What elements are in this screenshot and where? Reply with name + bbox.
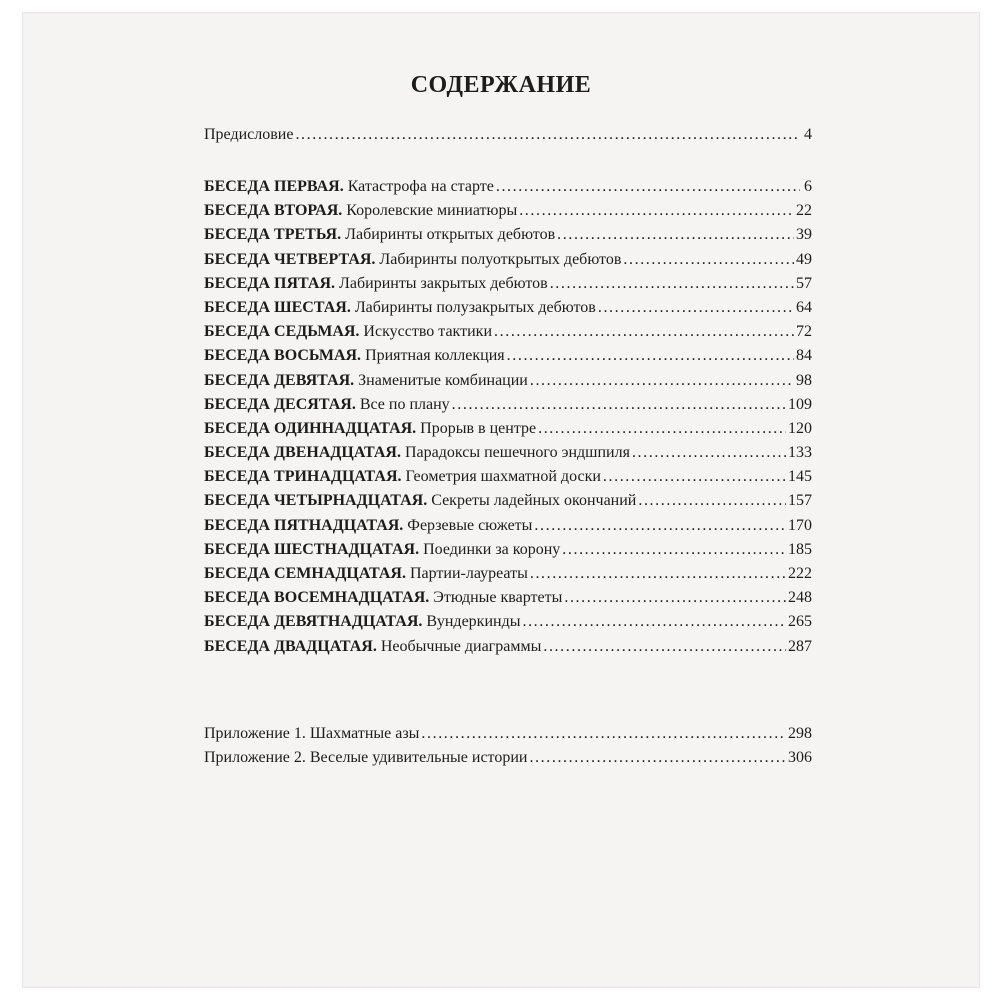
dot-leader (603, 468, 786, 486)
toc-page-number: 84 (796, 347, 812, 365)
toc-page-number: 298 (788, 725, 812, 742)
chapter-title: Прорыв в центре (420, 419, 537, 437)
toc-entry-label (204, 299, 596, 317)
toc-entry-label (204, 565, 528, 583)
chapter-title: Ферзевые сюжеты (407, 516, 533, 534)
toc-page-number: 287 (788, 637, 812, 655)
toc-entry (204, 517, 812, 541)
chapter-heading: БЕСЕДА ДЕСЯТАЯ. (204, 395, 356, 413)
dot-leader (543, 638, 786, 656)
toc-page-number: 306 (788, 749, 812, 767)
chapter-title: Парадоксы пешечного эндшпиля (404, 444, 630, 462)
chapter-title: Геометрия шахматной доски (405, 468, 601, 486)
toc-entry (204, 372, 812, 396)
dot-leader (295, 126, 800, 144)
dot-leader (638, 492, 786, 510)
chapter-title: Катастрофа на старте (347, 178, 494, 195)
toc-entry-appendix (204, 725, 812, 749)
chapter-heading: БЕСЕДА ПЯТАЯ. (204, 274, 336, 292)
chapter-title: Этюдные квартеты (433, 589, 563, 607)
toc-intro (204, 126, 812, 150)
toc-entry (204, 565, 812, 589)
chapter-heading: БЕСЕДА ОДИННАДЦАТАЯ. (204, 419, 417, 437)
chapter-heading: БЕСЕДА ДВАДЦАТАЯ. (204, 637, 377, 655)
chapter-heading: БЕСЕДА ПЯТНАДЦАТАЯ. (204, 516, 404, 534)
dot-leader (632, 444, 786, 462)
chapter-heading: БЕСЕДА ДВЕНАДЦАТАЯ. (204, 444, 401, 462)
chapter-title: Приятная коллекция (365, 347, 505, 365)
toc-page-number: 170 (788, 516, 812, 534)
toc-entry-label: Приложение 2. Веселые удивительные истории (204, 749, 528, 767)
chapter-heading: БЕСЕДА ЧЕТЫРНАДЦАТАЯ. (204, 492, 428, 510)
dot-leader (562, 541, 786, 559)
toc-entry-label (204, 372, 528, 390)
toc-entry (204, 638, 812, 662)
toc-entry (204, 541, 812, 565)
toc-entry-appendix (204, 749, 812, 773)
dot-leader (557, 226, 794, 244)
toc-page-number: 22 (796, 202, 812, 220)
toc-entry-preface (204, 126, 812, 150)
chapter-title: Королевские миниатюры (346, 202, 518, 220)
toc-entry (204, 589, 812, 613)
chapter-heading: БЕСЕДА ТРИНАДЦАТАЯ. (204, 468, 402, 486)
toc-entry (204, 396, 812, 420)
toc-chapters (204, 178, 812, 662)
toc-entry (204, 275, 812, 299)
toc-entry (204, 444, 812, 468)
toc-entry (204, 347, 812, 371)
chapter-title: Искусство тактики (363, 323, 493, 341)
dot-leader (550, 275, 794, 293)
toc-entry-label (204, 468, 601, 486)
dot-leader (534, 517, 786, 535)
dot-leader (598, 299, 794, 317)
chapter-heading: БЕСЕДА СЕДЬМАЯ. (204, 323, 360, 341)
toc-page-number: 157 (788, 492, 812, 510)
dot-leader (452, 396, 786, 414)
toc-entry (204, 178, 812, 202)
chapter-heading: БЕСЕДА ВОСЕМНАДЦАТАЯ. (204, 589, 430, 607)
toc-entry (204, 202, 812, 226)
toc-entry (204, 226, 812, 250)
toc-entry-label: Приложение 1. Шахматные азы (204, 725, 420, 742)
chapter-heading: БЕСЕДА СЕМНАДЦАТАЯ. (204, 565, 406, 582)
toc-page-number: 49 (796, 250, 812, 268)
toc-page-number: 133 (788, 444, 812, 462)
toc-entry-label (204, 492, 636, 510)
dot-leader (529, 749, 786, 767)
toc-page-number: 265 (788, 613, 812, 631)
chapter-heading: БЕСЕДА ДЕВЯТАЯ. (204, 371, 355, 389)
toc-entry-label (204, 444, 630, 462)
toc-page-number: 185 (788, 540, 812, 558)
toc-entry-label (204, 202, 517, 220)
toc-entry-label (204, 323, 492, 341)
toc-entry-label (204, 347, 505, 365)
toc-page-number: 145 (788, 468, 812, 486)
toc-entry-label: Предисловие (204, 126, 294, 143)
toc-page-number: 109 (788, 395, 812, 413)
toc-page-number: 72 (796, 323, 812, 341)
chapter-title: Лабиринты полузакрытых дебютов (354, 298, 596, 316)
toc-page-number: 6 (804, 178, 812, 195)
toc-page-number: 120 (788, 419, 812, 437)
dot-leader (507, 347, 794, 365)
dot-leader (421, 725, 786, 743)
chapter-heading: БЕСЕДА ПЕРВАЯ. (204, 178, 344, 195)
toc-entry (204, 299, 812, 323)
dot-leader (538, 420, 786, 438)
chapter-heading: БЕСЕДА ДЕВЯТНАДЦАТАЯ. (204, 613, 423, 631)
toc-page-number: 222 (788, 565, 812, 582)
toc-entry-label (204, 396, 450, 414)
toc-entry-label (204, 541, 560, 559)
dot-leader (530, 372, 794, 390)
toc-entry-label (204, 226, 555, 244)
page-title: СОДЕРЖАНИЕ (410, 72, 592, 98)
dot-leader (522, 613, 786, 631)
dot-leader (494, 323, 794, 341)
book-page (22, 12, 980, 988)
toc-entry (204, 323, 812, 347)
chapter-title: Знаменитые комбинации (358, 371, 528, 389)
toc-page-number: 64 (796, 298, 812, 316)
dot-leader (519, 202, 794, 220)
chapter-title: Секреты ладейных окончаний (431, 492, 637, 510)
dot-leader (496, 178, 800, 196)
dot-leader (623, 251, 794, 269)
dot-leader (530, 565, 786, 583)
toc-entry-label (204, 251, 621, 269)
chapter-heading: БЕСЕДА ТРЕТЬЯ. (204, 226, 342, 244)
toc-entry-label (204, 638, 541, 656)
toc-entry (204, 492, 812, 516)
toc-entry-label (204, 589, 562, 607)
chapter-title: Лабиринты закрытых дебютов (339, 274, 548, 292)
chapter-title: Лабиринты открытых дебютов (345, 226, 556, 244)
toc-entry (204, 420, 812, 444)
toc-entry-label (204, 420, 536, 438)
toc-appendices (204, 725, 812, 773)
toc-page-number: 4 (804, 126, 812, 143)
chapter-title: Вундеркинды (426, 613, 521, 631)
toc-page-number: 98 (796, 371, 812, 389)
toc-entry-label (204, 275, 548, 293)
toc-entry (204, 613, 812, 637)
chapter-heading: БЕСЕДА ЧЕТВЕРТАЯ. (204, 250, 376, 268)
toc-entry-label (204, 517, 532, 535)
chapter-heading: БЕСЕДА ШЕСТНАДЦАТАЯ. (204, 540, 420, 558)
toc-entry (204, 251, 812, 275)
toc-entry-label (204, 178, 494, 196)
toc-entry-label (204, 613, 520, 631)
chapter-title: Все по плану (359, 395, 450, 413)
chapter-title: Необычные диаграммы (380, 637, 542, 655)
toc-page-number: 39 (796, 226, 812, 244)
chapter-title: Партии-лауреаты (409, 565, 528, 582)
chapter-title: Поединки за корону (423, 540, 561, 558)
toc-page-number: 248 (788, 589, 812, 607)
chapter-heading: БЕСЕДА ВОСЬМАЯ. (204, 347, 362, 365)
chapter-title: Лабиринты полуоткрытых дебютов (379, 250, 622, 268)
chapter-heading: БЕСЕДА ШЕСТАЯ. (204, 298, 351, 316)
dot-leader (564, 589, 786, 607)
chapter-heading: БЕСЕДА ВТОРАЯ. (204, 202, 343, 220)
toc-entry (204, 468, 812, 492)
toc-page-number: 57 (796, 274, 812, 292)
